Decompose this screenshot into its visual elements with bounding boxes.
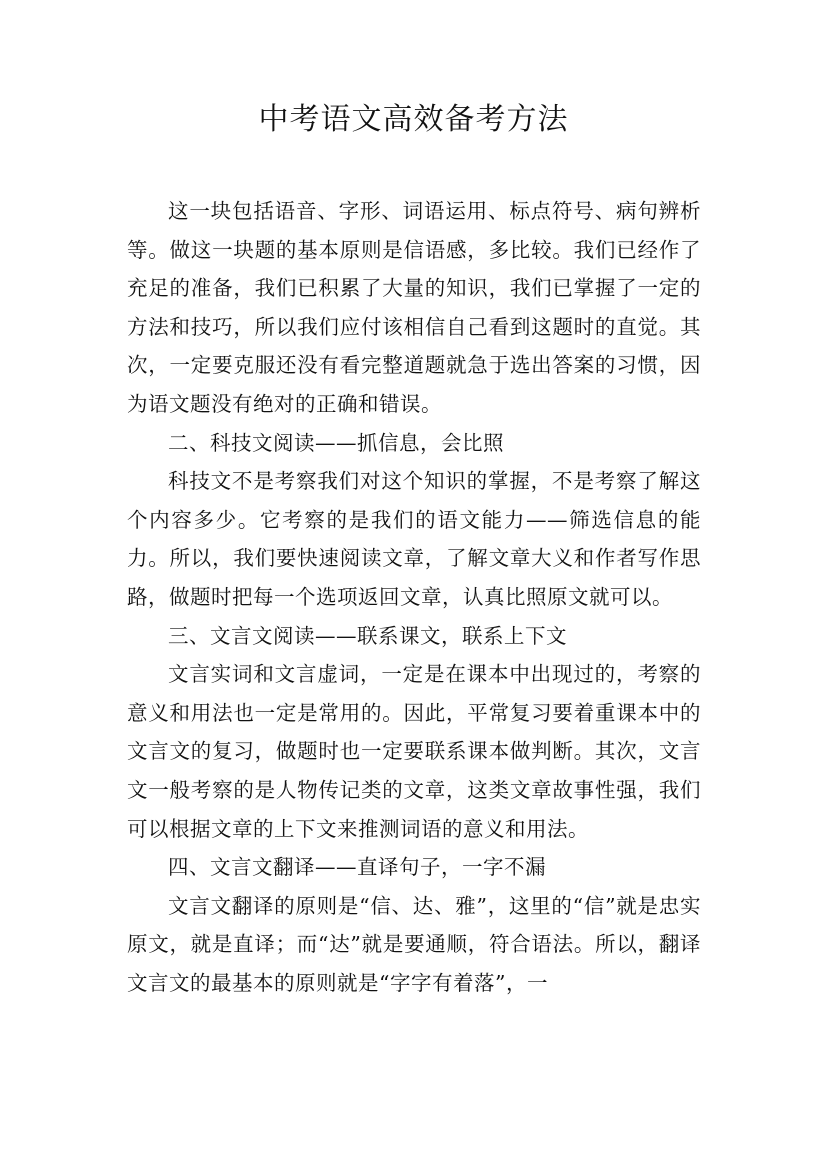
section-heading-science-reading: 二、科技文阅读——抓信息，会比照: [168, 430, 504, 455]
section-heading-classical-reading: 三、文言文阅读——联系课文，联系上下文: [168, 623, 567, 648]
paragraph-science-reading: 科技文不是考察我们对这个知识的掌握，不是考察了解这个内容多少。它考察的是我们的语文能力——筛选信息的能力。所以，我们要快速阅读文章，了解文章大义和作者写作思路，做题时把每一个选项返回文章，认真比照原文就可以。: [127, 469, 701, 609]
paragraph-intro: 这一块包括语音、字形、词语运用、标点符号、病句辨析等。做这一块题的基本原则是信语感，多比较。我们已经作了充足的准备，我们已积累了大量的知识，我们已掌握了一定的方法和技巧，所以我们应付该相信自己看到这题时的直觉。其次，一定要克服还没有看完整道题就急于选出答案的习惯，因为语文题没有绝对的正确和错误。: [127, 199, 701, 416]
page-title: 中考语文高效备考方法: [258, 102, 569, 137]
paragraph-classical-reading: 文言实词和文言虚词，一定是在课本中出现过的，考察的意义和用法也一定是常用的。因此，平常复习要着重课本中的文言文的复习，做题时也一定要联系课本做判断。其次，文言文一般考察的是人物传记类的文章，这类文章故事性强，我们可以根据文章的上下文来推测词语的意义和用法。: [127, 662, 701, 841]
section-heading-classical-translation: 四、文言文翻译——直译句子，一字不漏: [168, 855, 546, 880]
paragraph-classical-translation: 文言文翻译的原则是“信、达、雅”，这里的“信”就是忠实原文，就是直译；而“达”就是要通顺，符合语法。所以，翻译文言文的最基本的原则就是“字字有着落”，一: [127, 893, 701, 995]
document-body: [127, 192, 701, 1002]
